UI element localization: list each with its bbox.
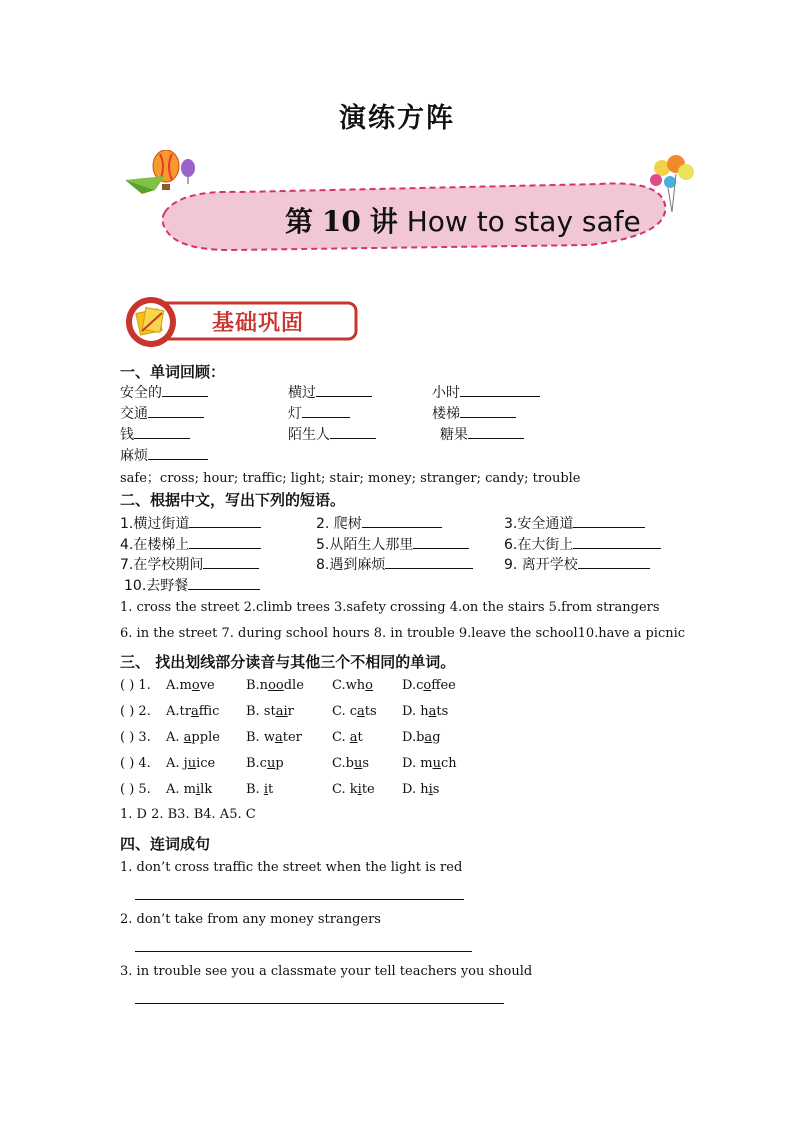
answer-bracket[interactable]: ( ) 2. — [120, 704, 151, 719]
phrase-item: 3.安全通道 — [504, 513, 645, 533]
vocab-item: 钱 — [120, 424, 190, 444]
underlined-letters: a — [349, 730, 358, 745]
option-c: C.bus — [332, 756, 369, 771]
lesson-number: 10 — [321, 205, 361, 238]
vocab-item: 陌生人 — [288, 424, 376, 444]
phrase-item: 9. 离开学校 — [504, 554, 650, 574]
vocab-item: 糖果 — [440, 424, 524, 444]
phrase-item: 2. 爬树 — [316, 513, 442, 533]
underlined-letters: u — [266, 756, 276, 771]
underlined-letters: u — [187, 756, 197, 771]
phrase-item: 5.从陌生人那里 — [316, 534, 469, 554]
option-b: B. water — [246, 730, 302, 745]
phrase-item: 7.在学校期间 — [120, 554, 259, 574]
part4-heading: 四、连词成句 — [120, 835, 211, 853]
answer-line[interactable] — [135, 1003, 504, 1004]
option-a: A.traffic — [166, 704, 220, 719]
option-a: A. juice — [166, 756, 216, 771]
option-a: A.move — [166, 678, 215, 693]
hot-air-balloon-icon — [153, 150, 195, 190]
page-title: 演练方阵 — [339, 103, 455, 134]
underlined-letters: u — [353, 756, 363, 771]
answer-bracket[interactable]: ( ) 5. — [120, 782, 151, 797]
phrase-item: 6.在大街上 — [504, 534, 661, 554]
vocab-item: 安全的 — [120, 382, 208, 402]
option-d: D. much — [402, 756, 457, 771]
option-b: B. stair — [246, 704, 294, 719]
phrase-item: 8.遇到麻烦 — [316, 554, 473, 574]
option-b: B.noodle — [246, 678, 304, 693]
underlined-letters: a — [190, 704, 199, 719]
kite-icon — [125, 176, 165, 194]
underlined-letters: i — [357, 782, 362, 797]
option-a: A. apple — [166, 730, 220, 745]
sentence-item: 3. in trouble see you a classmate your tell teachers you should — [120, 964, 533, 979]
underlined-letters: u — [432, 756, 441, 771]
option-d: D.bag — [402, 730, 441, 745]
option-b: B.cup — [246, 756, 284, 771]
underlined-letters: a — [183, 730, 192, 745]
phrase-item: 4.在楼梯上 — [120, 534, 261, 554]
section-badge-label: 基础巩固 — [212, 311, 305, 336]
underlined-letters: a — [424, 730, 433, 745]
vocab-item: 交通 — [120, 403, 204, 423]
underlined-letters: oo — [268, 678, 284, 693]
option-c: C. kite — [332, 782, 375, 797]
part3-answer: 1. D 2. B3. B4. A5. C — [120, 807, 256, 822]
part2-answer-line1: 1. cross the street 2.climb trees 3.safety crossing 4.on the stairs 5.from strangers — [120, 600, 660, 615]
phrase-item: 10.去野餐 — [124, 575, 260, 595]
vocab-item: 灯 — [288, 403, 350, 423]
option-b: B. it — [246, 782, 274, 797]
underlined-letters: i — [195, 782, 201, 797]
option-d: D. his — [402, 782, 440, 797]
option-c: C. cats — [332, 704, 377, 719]
underlined-letters: a — [274, 730, 283, 745]
vocab-item: 横过 — [288, 382, 372, 402]
part2-answer-line2: 6. in the street 7. during school hours 8. in trouble 9.leave the school10.have a picnic — [120, 626, 686, 641]
answer-bracket[interactable]: ( ) 4. — [120, 756, 151, 771]
option-c: C. at — [332, 730, 363, 745]
option-d: D. hats — [402, 704, 449, 719]
part1-answer: safe；cross; hour; traffic; light; stair; money; stranger; candy; trouble — [120, 471, 581, 486]
option-c: C.who — [332, 678, 373, 693]
underlined-letters: o — [365, 678, 373, 693]
phrase-item: 1.横过街道 — [120, 513, 261, 533]
underlined-letters: ai — [275, 704, 288, 719]
option-d: D.coffee — [402, 678, 456, 693]
lesson-topic: How to stay safe — [406, 205, 641, 238]
part3-heading: 三、 找出划线部分读音与其他三个不相同的单词。 — [120, 653, 456, 671]
lesson-prefix: 第 — [285, 205, 314, 238]
part2-heading: 二、根据中文，写出下列的短语。 — [120, 491, 346, 509]
answer-bracket[interactable]: ( ) 3. — [120, 730, 151, 745]
underlined-letters: i — [263, 782, 268, 797]
option-a: A. milk — [166, 782, 213, 797]
lesson-mid: 讲 — [369, 205, 398, 238]
underlined-letters: o — [191, 678, 200, 693]
vocab-item: 小时 — [432, 382, 540, 402]
lesson-title — [285, 200, 641, 240]
vocab-item: 楼梯 — [432, 403, 516, 423]
underlined-letters: o — [423, 678, 432, 693]
answer-line[interactable] — [135, 951, 472, 952]
underlined-letters: a — [428, 704, 437, 719]
part1-heading: 一、单词回顾： — [120, 363, 226, 381]
answer-line[interactable] — [135, 899, 464, 900]
vocab-item: 麻烦 — [120, 445, 208, 465]
underlined-letters: i — [428, 782, 433, 797]
underlined-letters: a — [357, 704, 365, 719]
sentence-item: 1. don’t cross traffic the street when the light is red — [120, 860, 463, 875]
answer-bracket[interactable]: ( ) 1. — [120, 678, 151, 693]
sentence-item: 2. don’t take from any money strangers — [120, 912, 381, 927]
